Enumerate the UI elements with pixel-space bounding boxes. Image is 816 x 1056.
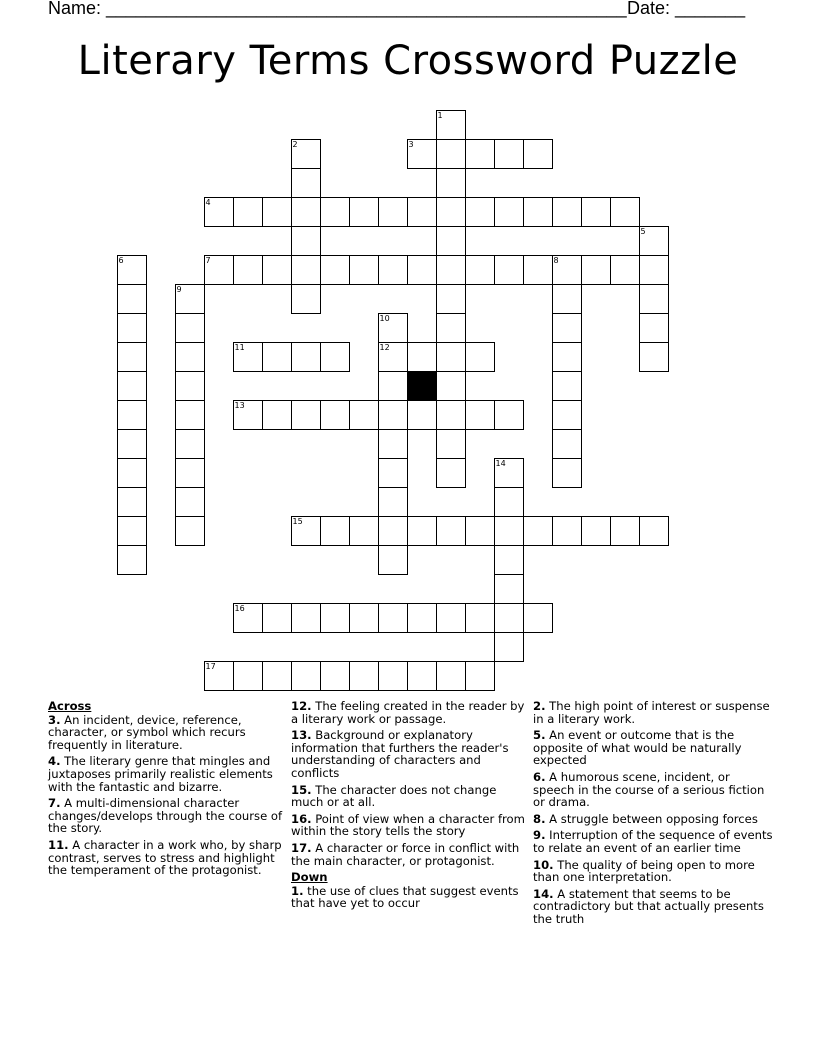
grid-cell[interactable] [378,342,408,372]
grid-cell[interactable] [494,487,524,517]
clue-number: 8. [533,811,546,826]
clue-down-14 [533,888,773,926]
grid-cell[interactable] [494,458,524,488]
grid-cell[interactable] [407,400,437,430]
clue-across-11 [48,839,288,877]
clue-number: 1. [291,883,304,898]
grid-cell[interactable] [349,255,379,285]
grid-cell[interactable] [117,545,147,575]
grid-cell[interactable] [233,197,263,227]
name-field-line: Name: ____________________________________________________ [48,0,627,18]
grid-cell[interactable] [465,342,495,372]
grid-cell[interactable] [407,197,437,227]
grid-cell[interactable] [291,284,321,314]
grid-cell[interactable] [291,661,321,691]
clue-number-label: 12 [379,342,390,352]
clue-number: 15. [291,782,312,797]
clue-text: Point of view when a character from within the story tells the story [291,811,525,839]
clue-text: A struggle between opposing forces [549,811,758,826]
clue-down-6 [533,771,773,809]
grid-cell[interactable] [436,110,466,140]
clue-number: 6. [533,769,546,784]
grid-cell[interactable] [581,516,611,546]
clue-number: 10. [533,857,554,872]
clue-text: A humorous scene, incident, or speech in the course of a serious fiction or drama. [533,769,765,810]
clue-number-label: 1 [437,110,443,120]
grid-cell[interactable] [523,603,553,633]
grid-cell[interactable] [117,284,147,314]
clue-number-label: 15 [292,516,303,526]
grid-cell[interactable] [378,429,408,459]
grid-cell[interactable] [117,255,147,285]
grid-cell[interactable] [378,458,408,488]
down-heading: Down [291,870,328,885]
grid-cell[interactable] [407,516,437,546]
clue-number-label: 2 [292,139,298,149]
grid-cell[interactable] [262,603,292,633]
clue-number: 5. [533,728,546,743]
grid-cell[interactable] [465,516,495,546]
grid-cell[interactable] [320,342,350,372]
grid-cell[interactable] [494,545,524,575]
grid-cell[interactable] [407,603,437,633]
grid-cell[interactable] [291,603,321,633]
clue-across-17 [291,842,526,867]
grid-cell[interactable] [233,603,263,633]
grid-cell[interactable] [523,516,553,546]
grid-cell[interactable] [552,516,582,546]
clue-number: 11. [48,837,69,852]
grid-cell[interactable] [465,197,495,227]
grid-cell[interactable] [320,516,350,546]
grid-cell[interactable] [117,342,147,372]
grid-cell[interactable] [436,139,466,169]
grid-cell[interactable] [639,342,669,372]
grid-cell[interactable] [552,371,582,401]
grid-cell[interactable] [494,574,524,604]
grid-cell[interactable] [378,545,408,575]
grid-cell[interactable] [291,168,321,198]
clue-across-15 [291,784,526,809]
clue-number: 17. [291,840,312,855]
grid-cell[interactable] [494,255,524,285]
grid-cell[interactable] [436,313,466,343]
grid-cell[interactable] [494,516,524,546]
clue-number-label: 7 [205,255,211,265]
grid-cell[interactable] [552,313,582,343]
clue-number-label: 9 [176,284,182,294]
grid-cell[interactable] [552,284,582,314]
grid-cell[interactable] [320,603,350,633]
grid-cell[interactable] [436,342,466,372]
clue-text: The high point of interest or suspense in a literary work. [533,699,770,726]
clue-across-4 [48,755,288,793]
clue-number-label: 5 [640,226,646,236]
grid-cell[interactable] [175,342,205,372]
grid-cell[interactable] [233,342,263,372]
clue-down-5 [533,729,773,767]
clue-number-label: 4 [205,197,211,207]
clue-number-label: 13 [234,400,245,410]
grid-cell[interactable] [378,487,408,517]
grid-cell[interactable] [523,139,553,169]
clue-text: the use of clues that suggest events that have yet to occur [291,883,519,911]
grid-cell[interactable] [262,661,292,691]
clue-number: 9. [533,828,546,843]
grid-cell[interactable] [204,197,234,227]
grid-cell[interactable] [523,255,553,285]
grid-cell[interactable] [262,197,292,227]
clue-text: A statement that seems to be contradictory but that actually presents the truth [533,886,764,926]
grid-cell[interactable] [436,516,466,546]
grid-cell[interactable] [175,284,205,314]
grid-cell[interactable] [320,255,350,285]
grid-cell[interactable] [204,661,234,691]
grid-cell[interactable] [407,255,437,285]
clue-text: The quality of being open to more than one interpretation. [533,857,755,885]
grid-cell[interactable] [233,400,263,430]
grid-cell[interactable] [262,342,292,372]
grid-cell[interactable] [581,255,611,285]
clue-number-label: 14 [495,458,506,468]
grid-cell[interactable] [320,661,350,691]
grid-cell[interactable] [378,371,408,401]
page-title: Literary Terms Crossword Puzzle [77,38,739,84]
grid-cell[interactable] [436,226,466,256]
clue-number: 14. [533,886,554,901]
grid-cell[interactable] [436,603,466,633]
grid-cell[interactable] [320,197,350,227]
grid-cell[interactable] [552,429,582,459]
grid-cell[interactable] [349,603,379,633]
clue-number: 12. [291,699,312,713]
grid-cell[interactable] [465,400,495,430]
grid-cell[interactable] [349,197,379,227]
grid-cell[interactable] [436,168,466,198]
grid-cell[interactable] [175,487,205,517]
clue-text: The literary genre that mingles and juxtaposes primarily realistic elements with the fantastic and bizarre. [48,754,273,794]
grid-cell[interactable] [291,197,321,227]
grid-cell[interactable] [233,661,263,691]
clue-across-16 [291,813,526,838]
grid-cell[interactable] [436,371,466,401]
clue-number-label: 10 [379,313,390,323]
clue-number: 7. [48,796,61,811]
grid-cell[interactable] [436,197,466,227]
grid-cell[interactable] [117,516,147,546]
clue-text: The character does not change much or at all. [291,782,497,810]
clue-number-label: 17 [205,661,216,671]
grid-cell[interactable] [175,371,205,401]
grid-cell[interactable] [465,255,495,285]
grid-cell[interactable] [610,197,640,227]
clue-number: 2. [533,699,546,713]
grid-cell[interactable] [291,255,321,285]
clue-text: A multi-dimensional character changes/develops through the course of the story. [48,796,283,836]
grid-cell[interactable] [378,603,408,633]
clue-number: 16. [291,811,312,826]
grid-cell[interactable] [117,429,147,459]
clue-across-13 [291,729,526,779]
grid-cell[interactable] [552,255,582,285]
grid-cell[interactable] [117,313,147,343]
grid-cell[interactable] [610,516,640,546]
clue-text: An event or outcome that is the opposite of what would be naturally expected [533,728,742,768]
grid-cell[interactable] [175,429,205,459]
grid-cell[interactable] [581,197,611,227]
grid-cell[interactable] [291,226,321,256]
clue-number-label: 3 [408,139,414,149]
clue-number-label: 8 [553,255,559,265]
grid-cell[interactable] [465,661,495,691]
grid-cell[interactable] [436,400,466,430]
clues-column-1 [48,700,288,881]
clue-across-3 [48,714,288,752]
clue-down-9 [533,829,773,854]
clue-text: Background or explanatory information that furthers the reader's understanding of characters and conflicts [291,728,509,780]
clue-across-7 [48,797,288,835]
clue-down-10 [533,859,773,884]
grid-cell[interactable] [175,516,205,546]
grid-cell[interactable] [639,516,669,546]
clue-text: A character in a work who, by sharp contrast, serves to stress and highlight the temperament of the protagonist. [48,837,282,878]
clue-text: A character or force in conflict with the main character, or protagonist. [291,840,520,868]
grid-cell[interactable] [639,284,669,314]
grid-cell[interactable] [378,197,408,227]
grid-cell[interactable] [494,197,524,227]
grid-cell[interactable] [175,458,205,488]
grid-cell[interactable] [639,313,669,343]
grid-cell[interactable] [465,603,495,633]
grid-cell[interactable] [291,342,321,372]
grid-cell[interactable] [523,197,553,227]
grid-cell[interactable] [436,661,466,691]
clue-number-label: 6 [118,255,124,265]
clue-number: 13. [291,728,312,743]
grid-cell[interactable] [552,400,582,430]
grid-cell[interactable] [436,429,466,459]
grid-cell[interactable] [494,139,524,169]
grid-cell[interactable] [639,255,669,285]
grid-cell[interactable] [291,516,321,546]
clues-column-2 [291,700,526,914]
grid-cell[interactable] [262,400,292,430]
clues-column-3 [533,700,773,930]
grid-cell[interactable] [378,313,408,343]
grid-cell[interactable] [552,197,582,227]
grid-cell[interactable] [378,255,408,285]
grid-cell[interactable] [175,400,205,430]
grid-cell[interactable] [552,458,582,488]
grid-cell[interactable] [494,603,524,633]
grid-cell[interactable] [349,661,379,691]
grid-cell[interactable] [117,400,147,430]
clue-across-12 [291,700,526,725]
grid-cell[interactable] [378,400,408,430]
grid-cell[interactable] [465,139,495,169]
grid-cell[interactable] [117,371,147,401]
black-cell [407,371,437,401]
grid-cell[interactable] [436,284,466,314]
grid-cell[interactable] [117,458,147,488]
grid-cell[interactable] [407,342,437,372]
clue-down-8 [533,813,773,826]
date-field-line: Date: _______ [627,0,746,18]
grid-cell[interactable] [436,458,466,488]
clue-down-2 [533,700,773,725]
grid-cell[interactable] [552,342,582,372]
grid-cell[interactable] [610,255,640,285]
clue-text: The feeling created in the reader by a literary work or passage. [291,699,525,726]
clue-number: 4. [48,754,61,769]
grid-cell[interactable] [262,255,292,285]
clue-number: 3. [48,712,61,727]
grid-cell[interactable] [175,313,205,343]
grid-cell[interactable] [117,487,147,517]
grid-cell[interactable] [204,255,234,285]
grid-cell[interactable] [639,226,669,256]
clue-down-1 [291,885,526,910]
clue-number-label: 16 [234,603,245,613]
across-heading: Across [48,699,92,713]
grid-cell[interactable] [378,661,408,691]
clue-text: Interruption of the sequence of events to relate an event of an earlier time [533,828,773,855]
grid-cell[interactable] [291,400,321,430]
grid-cell[interactable] [349,400,379,430]
grid-cell[interactable] [291,139,321,169]
grid-cell[interactable] [320,400,350,430]
grid-cell[interactable] [349,516,379,546]
grid-cell[interactable] [436,255,466,285]
grid-cell[interactable] [407,139,437,169]
grid-cell[interactable] [407,661,437,691]
grid-cell[interactable] [494,400,524,430]
grid-cell[interactable] [494,632,524,662]
grid-cell[interactable] [378,516,408,546]
grid-cell[interactable] [233,255,263,285]
clue-text: An incident, device, reference, character, or symbol which recurs frequently in literature. [48,712,246,752]
clue-number-label: 11 [234,342,245,352]
